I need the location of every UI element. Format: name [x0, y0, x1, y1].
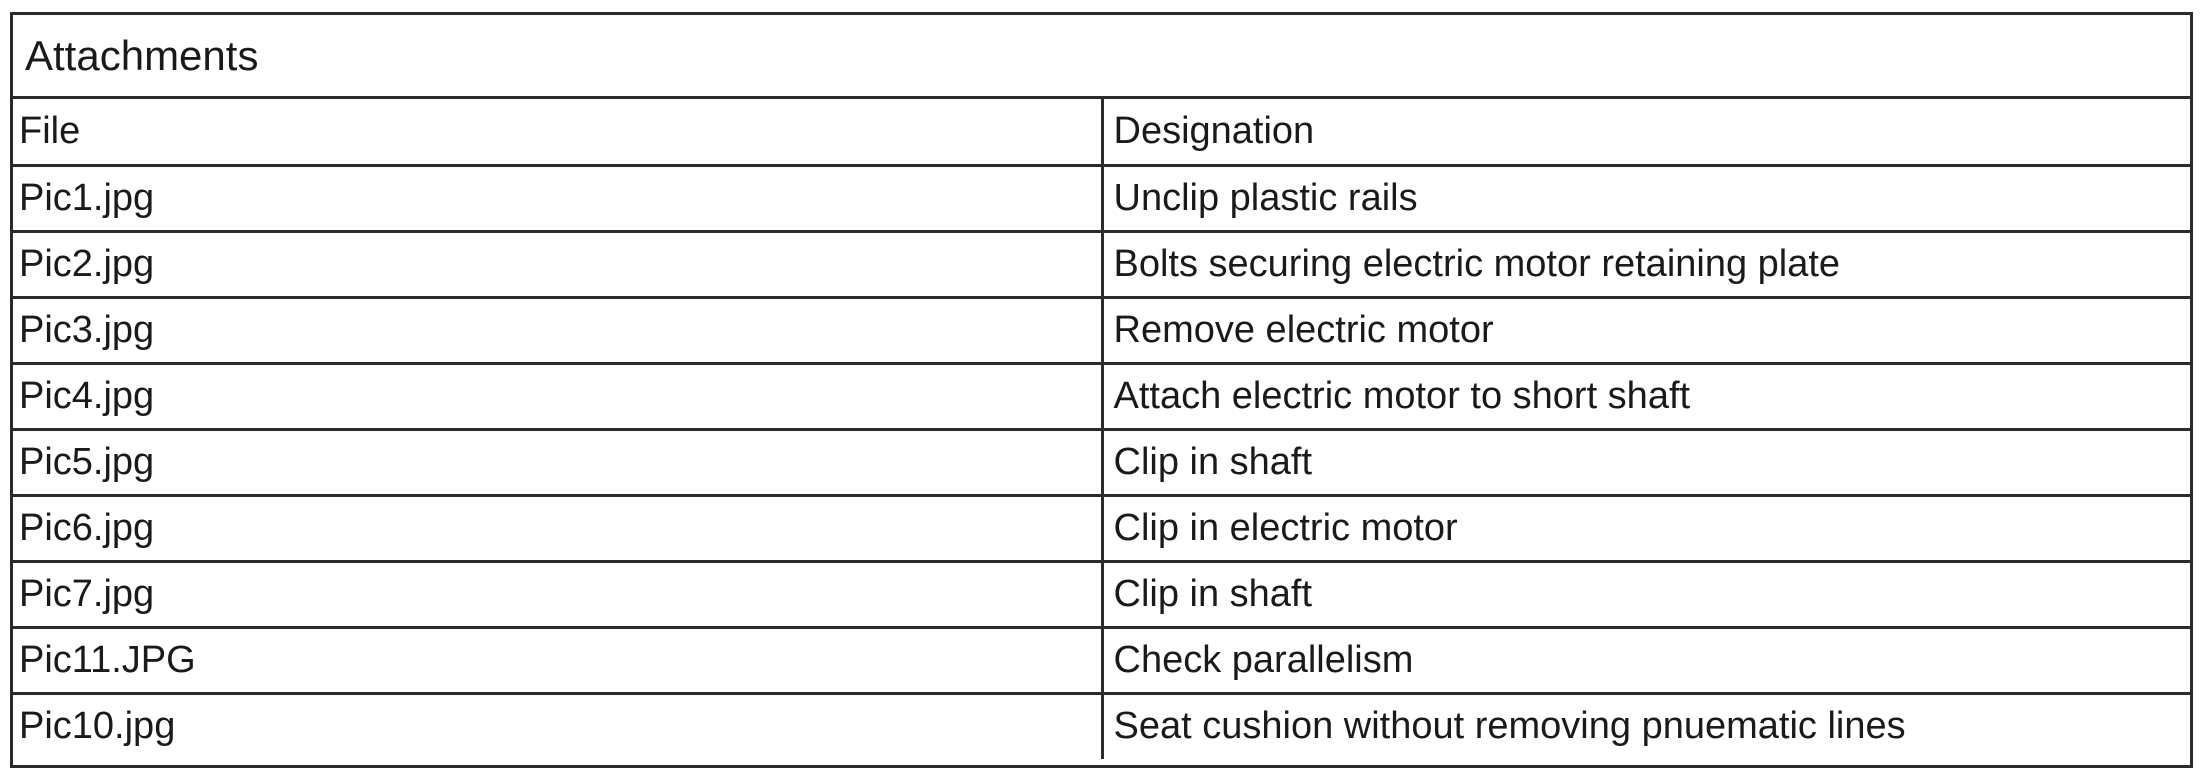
designation-text: Bolts securing electric motor retaining plate	[1102, 231, 2190, 297]
designation-text: Check parallelism	[1102, 627, 2190, 693]
designation-text: Unclip plastic rails	[1102, 165, 2190, 231]
file-name[interactable]: Pic11.JPG	[13, 627, 1102, 693]
file-name[interactable]: Pic1.jpg	[13, 165, 1102, 231]
attachments-panel	[10, 12, 2193, 768]
table-row[interactable]	[13, 363, 2190, 429]
designation-text: Clip in shaft	[1102, 561, 2190, 627]
table-row[interactable]	[13, 297, 2190, 363]
table-row[interactable]	[13, 561, 2190, 627]
designation-text: Seat cushion without removing pnuematic lines	[1113, 705, 1906, 748]
file-name[interactable]: Pic7.jpg	[13, 561, 1102, 627]
file-name[interactable]: Pic3.jpg	[13, 297, 1102, 363]
column-header-file: File	[13, 99, 1102, 165]
attachments-title: Attachments	[13, 15, 2190, 99]
table-row[interactable]	[13, 495, 2190, 561]
file-name[interactable]: Pic10.jpg	[13, 693, 1102, 759]
attachments-table	[13, 99, 2190, 759]
file-name[interactable]: Pic2.jpg	[13, 231, 1102, 297]
file-name[interactable]: Pic4.jpg	[13, 363, 1102, 429]
table-header-row	[13, 99, 2190, 165]
table-row[interactable]	[13, 693, 2190, 759]
table-row[interactable]	[13, 429, 2190, 495]
designation-text: Attach electric motor to short shaft	[1102, 363, 2190, 429]
file-name[interactable]: Pic5.jpg	[13, 429, 1102, 495]
designation-text: Remove electric motor	[1102, 297, 2190, 363]
table-row[interactable]	[13, 165, 2190, 231]
designation-text: Clip in shaft	[1102, 429, 2190, 495]
designation-text: Clip in electric motor	[1102, 495, 2190, 561]
column-header-designation: Designation	[1102, 99, 2190, 165]
table-row[interactable]	[13, 231, 2190, 297]
file-name[interactable]: Pic6.jpg	[13, 495, 1102, 561]
table-row[interactable]	[13, 627, 2190, 693]
